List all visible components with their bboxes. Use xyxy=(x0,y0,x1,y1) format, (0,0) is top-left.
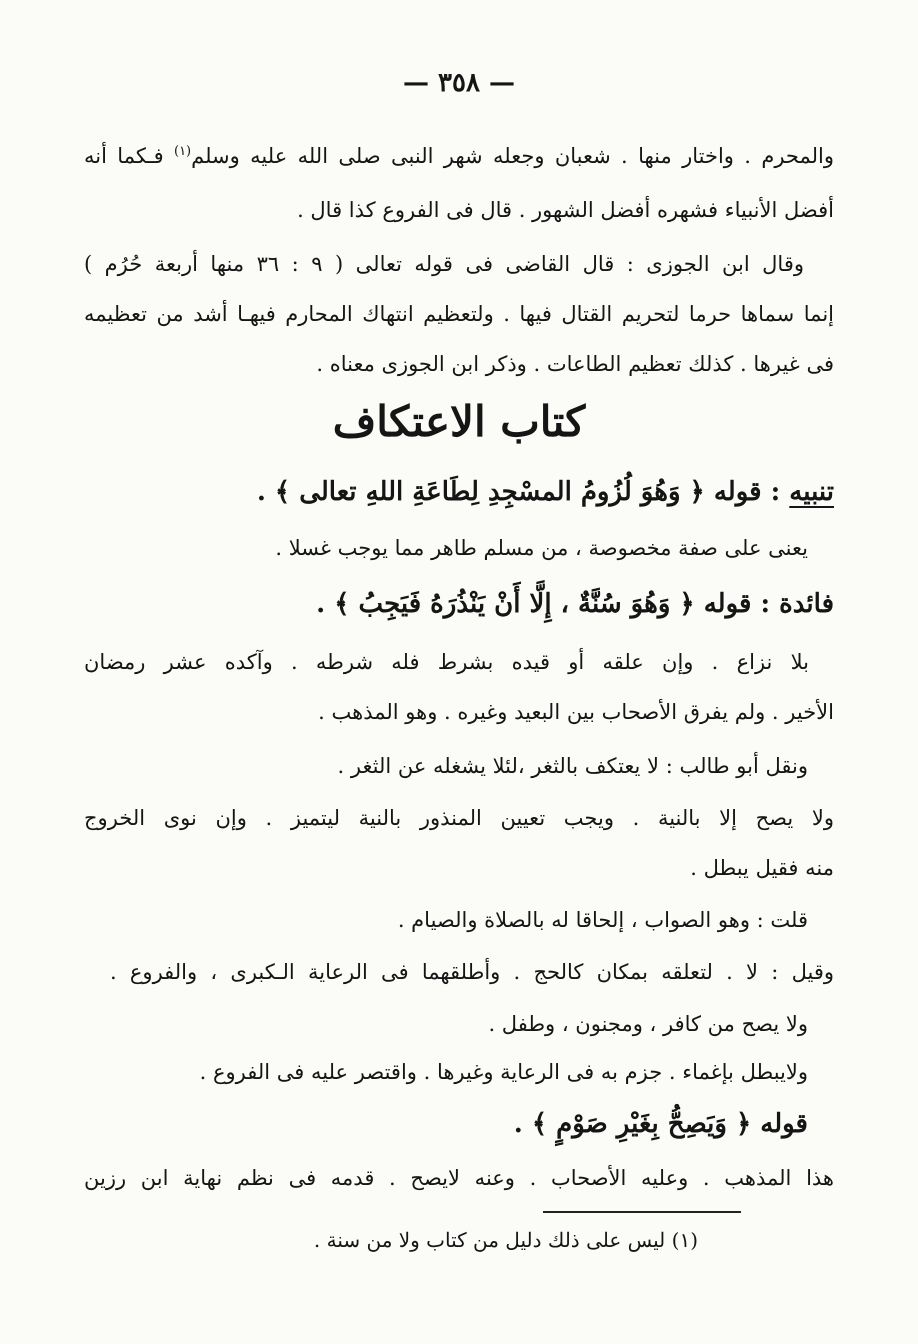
text-segment: والمحرم . واختار منها . شعبان وجعله شهر النبى صلى الله عليه وسلم xyxy=(191,144,834,168)
chapter-title: كتاب الاعتكاف xyxy=(332,397,586,446)
text-line: منه فقيل يبطل . xyxy=(690,856,834,880)
heading-line: قوله ﴿ وَيَصِحُّ بِغَيْرِ صَوْمٍ ﴾ . xyxy=(513,1109,808,1139)
text-line: الأخير . ولم يفرق الأصحاب بين البعيد وغيره . وهو المذهب . xyxy=(318,700,834,724)
text-line xyxy=(84,138,834,170)
heading-line: فائدة : قوله ﴿ وَهُوَ سُنَّةٌ ، إِلَّا أَنْ يَنْذُرَهُ فَيَجِبُ ﴾ . xyxy=(316,589,834,619)
page-number: — ٣٥٨ — xyxy=(402,68,516,98)
text-line: قلت : وهو الصواب ، إلحاقا له بالصلاة والصيام . xyxy=(397,908,808,932)
text-line: بلا نزاع . وإن علقه أو قيده بشرط فله شرطه . وآكده عشر رمضان xyxy=(84,650,809,674)
text-line: ونقل أبو طالب : لا يعتكف بالثغر ،لئلا يشغله عن الثغر . xyxy=(337,754,808,778)
heading-label: تنبيه xyxy=(789,477,834,507)
footnote-ref: (١) xyxy=(173,144,192,159)
text-line: ولا يصح إلا بالنية . ويجب تعيين المنذور بالنية ليتميز . وإن نوى الخروج xyxy=(84,806,834,830)
text-line: هذا المذهب . وعليه الأصحاب . وعنه لايصح . قدمه فى نظم نهاية ابن رزين xyxy=(84,1166,834,1190)
text-line: أفضل الأنبياء فشهره أفضل الشهور . قال فى الفروع كذا قال . xyxy=(297,198,834,222)
text-line: ولا يصح من كافر ، ومجنون ، وطفل . xyxy=(488,1012,808,1036)
text-segment: فـكما أنه xyxy=(84,144,174,168)
text-line: إنما سماها حرما لتحريم القتال فيها . ولتعظيم انتهاك المحارم فيهـا أشد من تعظيمه xyxy=(84,302,834,326)
footnote: (١) ليس على ذلك دليل من كتاب ولا من سنة . xyxy=(313,1228,698,1252)
footnote-divider xyxy=(543,1211,741,1213)
text-line: وقال ابن الجوزى : قال القاضى فى قوله تعالى ( ٩ : ٣٦ منها أربعة حُرُم ) xyxy=(84,252,804,276)
text-line: وقيل : لا . لتعلقه بمكان كالحج . وأطلقهما فى الرعاية الـكبرى ، والفروع . xyxy=(110,960,834,984)
text-line: فى غيرها . كذلك تعظيم الطاعات . وذكر ابن الجوزى معناه . xyxy=(316,352,834,376)
text-line: ولايبطل بإغماء . جزم به فى الرعاية وغيرها . واقتصر عليه فى الفروع . xyxy=(199,1060,808,1084)
heading-line xyxy=(257,474,834,510)
heading-text: : قوله ﴿ وَهُوَ لُزُومُ المسْجِدِ لِطَاعَةِ اللهِ تعالى ﴾ . xyxy=(256,477,790,507)
text-line: يعنى على صفة مخصوصة ، من مسلم طاهر مما يوجب غسلا . xyxy=(275,536,808,560)
